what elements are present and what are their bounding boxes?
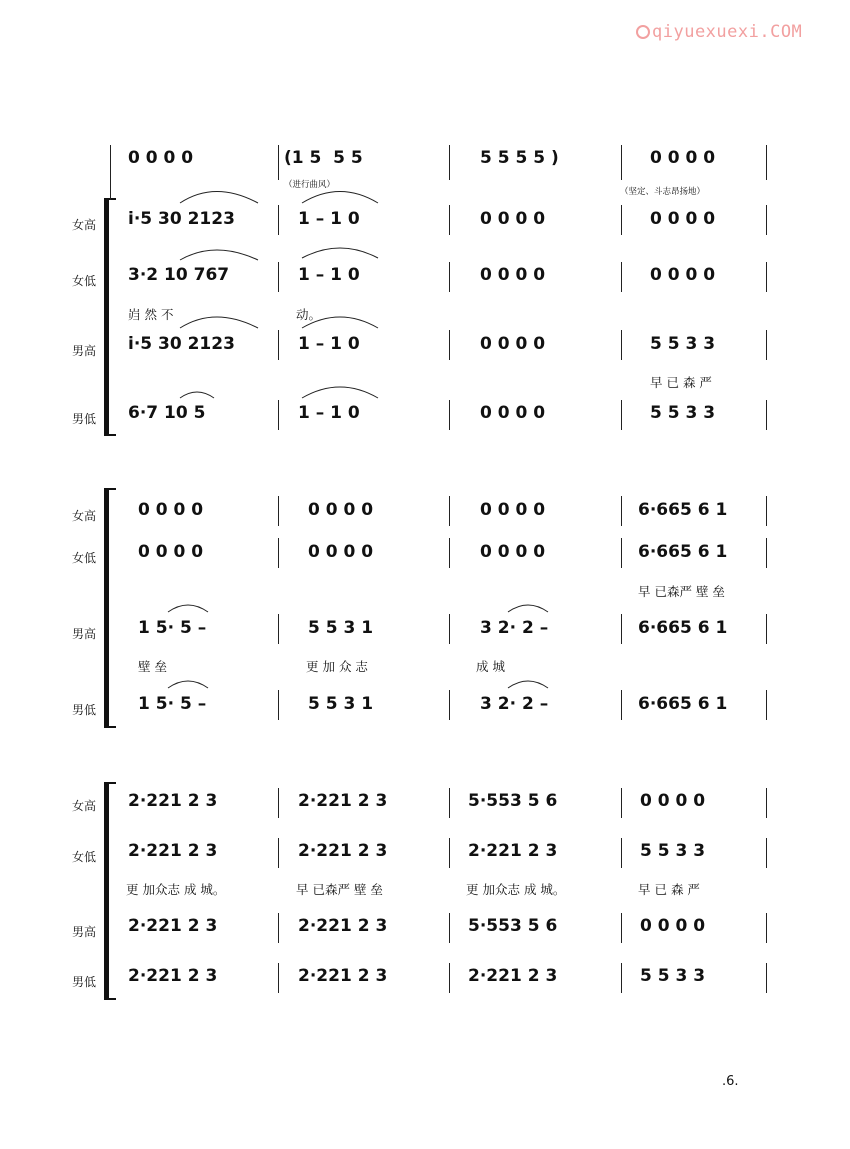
- voice-label: 男低: [72, 412, 97, 426]
- lyric: 成 城: [476, 659, 505, 674]
- measure: 2·221 2 3: [298, 916, 388, 936]
- slur: [302, 317, 378, 328]
- measure: 5·553 5 6: [468, 791, 558, 811]
- measure: 0 0 0 0: [640, 916, 706, 936]
- measure: 6·665 6 1: [638, 694, 728, 714]
- measure: 1 – 1 0: [298, 403, 360, 423]
- slur: [180, 392, 214, 398]
- measure: 6·665 6 1: [638, 500, 728, 520]
- slur: [180, 192, 258, 204]
- measure: 0 0 0 0: [650, 209, 716, 229]
- measure: 3 2· 2 –: [480, 618, 549, 638]
- slur: [302, 248, 378, 258]
- slur: [180, 317, 258, 328]
- measure: 0 0 0 0: [138, 542, 204, 562]
- lyric: 早 已森严 壁 垒: [296, 882, 383, 897]
- lyric: 早 已 森 严: [650, 375, 712, 390]
- measure: 1 – 1 0: [298, 209, 360, 229]
- measure: 6·7 10 5: [128, 403, 206, 423]
- measure: 0 0 0 0: [640, 791, 706, 811]
- measure: 1 5· 5 –: [138, 618, 207, 638]
- measure: i·5 30 2123: [128, 334, 235, 354]
- measure: 2·221 2 3: [128, 841, 218, 861]
- voice-label: 女高: [72, 799, 97, 813]
- measure: 2·221 2 3: [128, 791, 218, 811]
- measure: 5 5 3 3: [640, 841, 706, 861]
- measure: 0 0 0 0: [480, 500, 546, 520]
- measure: 2·221 2 3: [468, 966, 558, 986]
- measure: i·5 30 2123: [128, 209, 235, 229]
- measure: 2·221 2 3: [468, 841, 558, 861]
- voice-label: 女高: [72, 218, 97, 232]
- tempo-annotation: （进行曲风）: [284, 180, 336, 190]
- slur: [180, 250, 258, 260]
- measure: 5 5 3 3: [640, 966, 706, 986]
- measure: 0 0 0 0: [480, 265, 546, 285]
- measure: 5 5 3 3: [650, 403, 716, 423]
- measure: 0 0 0 0: [308, 500, 374, 520]
- page-number: .6.: [722, 1074, 739, 1089]
- measure: 0 0 0 0: [480, 403, 546, 423]
- slur: [508, 605, 548, 612]
- slur: [302, 192, 378, 204]
- measure: 0 0 0 0: [650, 265, 716, 285]
- voice-label: 男高: [72, 627, 97, 641]
- measure: 2·221 2 3: [298, 966, 388, 986]
- voice-label: 女低: [72, 551, 97, 565]
- measure: 0 0 0 0: [480, 542, 546, 562]
- voice-label: 女高: [72, 509, 97, 523]
- measure: 0 0 0 0: [138, 500, 204, 520]
- lyric: 动。: [296, 307, 322, 322]
- slur: [302, 387, 378, 398]
- measure: 0 0 0 0: [308, 542, 374, 562]
- voice-label: 男高: [72, 925, 97, 939]
- measure: 2·221 2 3: [128, 916, 218, 936]
- lyric: 更 加众志 成 城。: [466, 882, 566, 897]
- slur: [508, 681, 548, 688]
- measure: 1 – 1 0: [298, 265, 360, 285]
- lyric: 更 加众志 成 城。: [126, 882, 226, 897]
- voice-label: 女低: [72, 850, 97, 864]
- watermark: qiyuexuexi.COM: [636, 22, 802, 42]
- lyric: 更 加 众 志: [306, 659, 368, 674]
- measure: 0 0 0 0: [650, 148, 716, 168]
- slur: [168, 605, 208, 612]
- measure: 2·221 2 3: [298, 841, 388, 861]
- measure: 5·553 5 6: [468, 916, 558, 936]
- expression-annotation: （坚定、斗志昂扬地）: [620, 187, 706, 197]
- measure: 6·665 6 1: [638, 542, 728, 562]
- measure: 5 5 3 1: [308, 618, 374, 638]
- measure: 6·665 6 1: [638, 618, 728, 638]
- lyric: 早 已 森 严: [638, 882, 700, 897]
- slur: [168, 681, 208, 688]
- voice-label: 男高: [72, 344, 97, 358]
- measure: (1 5 5 5: [284, 148, 363, 168]
- measure: 5 5 5 5 ): [480, 148, 559, 168]
- lyric: 岿 然 不: [128, 307, 174, 322]
- voice-label: 男低: [72, 975, 97, 989]
- measure: 0 0 0 0: [480, 334, 546, 354]
- voice-label: 男低: [72, 703, 97, 717]
- measure: 2·221 2 3: [128, 966, 218, 986]
- lyric: 早 已森严 壁 垒: [638, 584, 725, 599]
- measure: 1 5· 5 –: [138, 694, 207, 714]
- measure: 0 0 0 0: [128, 148, 194, 168]
- measure: 5 5 3 3: [650, 334, 716, 354]
- measure: 3 2· 2 –: [480, 694, 549, 714]
- measure: 3·2 10 767: [128, 265, 230, 285]
- voice-label: 女低: [72, 274, 97, 288]
- measure: 5 5 3 1: [308, 694, 374, 714]
- measure: 2·221 2 3: [298, 791, 388, 811]
- measure: 1 – 1 0: [298, 334, 360, 354]
- lyric: 壁 垒: [138, 659, 167, 674]
- measure: 0 0 0 0: [480, 209, 546, 229]
